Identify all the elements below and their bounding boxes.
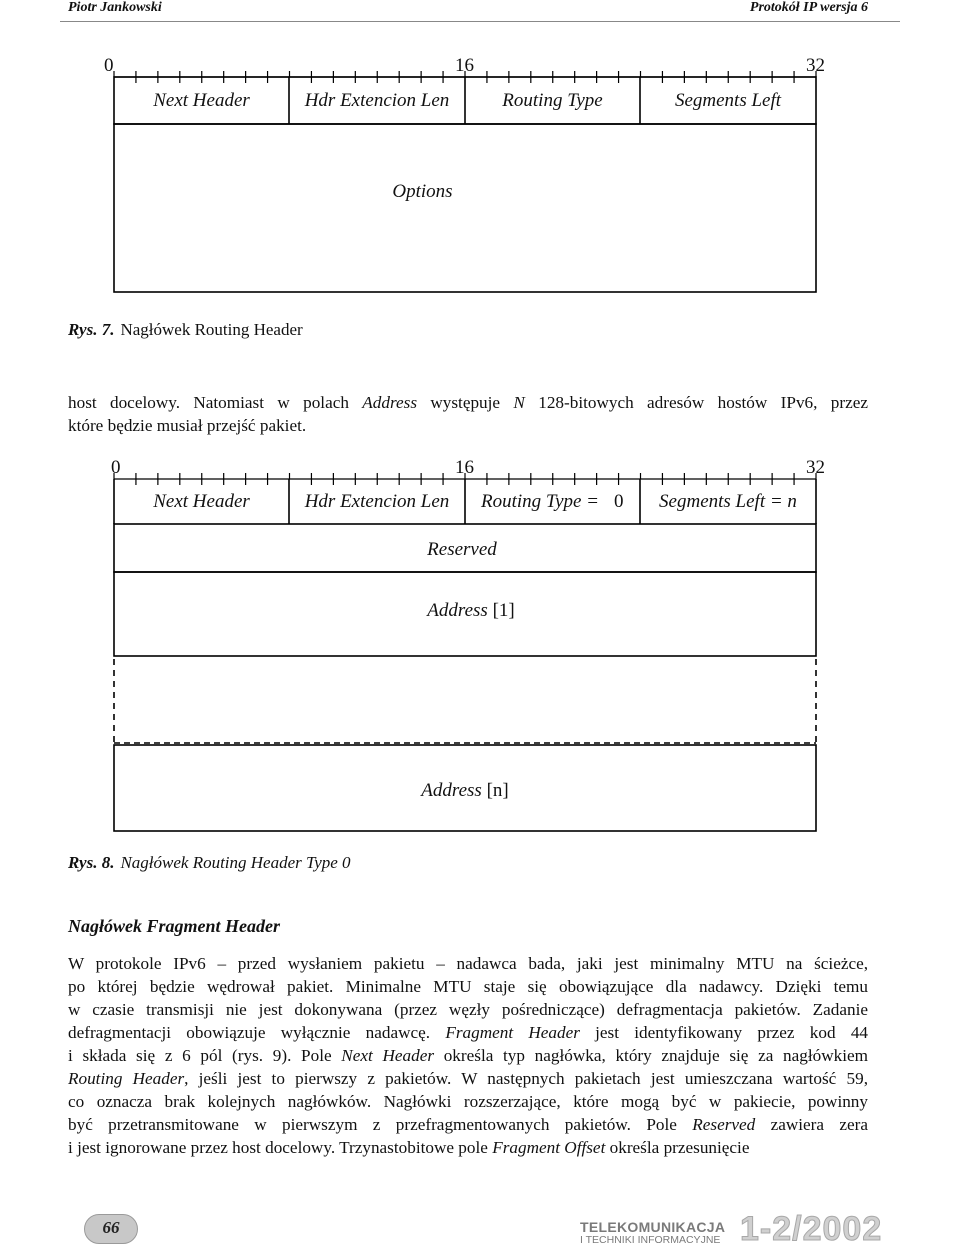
fig8-field-routing-type: Routing Type =: [481, 491, 600, 512]
section-line: [68, 998, 868, 1021]
figure-7: [0, 0, 960, 330]
fig8-caption-text: Nagłówek Routing Header Type 0: [120, 853, 351, 872]
fig8-address-1-label: Address: [427, 600, 488, 621]
running-header-author: Piotr Jankowski: [68, 0, 162, 15]
fig7-caption-number: Rys. 7.: [68, 320, 115, 339]
section-text: co oznacza brak kolejnych nagłówków. Nagłówki rozszerzające, które mogą być w pakiecie, powinny: [68, 1092, 868, 1111]
section-italic-term: Routing Header: [68, 1069, 185, 1088]
fig7-scale-0: 0: [104, 55, 114, 76]
paragraph-1-line-2: które będzie musiał przejść pakiet.: [68, 416, 307, 435]
fig8-scale-0: 0: [111, 457, 121, 478]
section-text: jest identyfikowany przez kod 44: [579, 1023, 869, 1042]
figure-7-diagram: [0, 0, 960, 330]
fig7-field-routing-type: Routing Type: [502, 90, 603, 111]
section-body: [68, 952, 868, 1159]
fig8-address-n-index: [n]: [486, 780, 509, 801]
fig7-scale-32: 32: [806, 55, 825, 76]
running-header-title: Protokół IP wersja 6: [749, 0, 868, 15]
fig7-field-next-header: Next Header: [153, 90, 250, 111]
fig8-scale-32: 32: [806, 457, 825, 478]
paragraph-1: [68, 391, 868, 437]
fig7-caption-text: Nagłówek Routing Header: [120, 320, 303, 339]
fig8-caption-number: Rys. 8.: [68, 853, 115, 872]
p1-term-n: N: [513, 393, 525, 412]
journal-name-line-2: I TECHNIKI INFORMACYJNE: [580, 1234, 721, 1246]
paragraph-1-line-1: [68, 391, 868, 414]
p1-term-address: Address: [362, 393, 418, 412]
section-text: defragmentacji obowiązuje wyłącznie nadawcę.: [68, 1023, 431, 1042]
section-text: określa przesunięcie: [605, 1138, 750, 1157]
section-line: [68, 952, 868, 975]
section-text: w czasie transmisji nie jest dokonywana (przez węzły pośredniczące) defragmentacja pakietów. Zadanie: [68, 1000, 868, 1019]
section-line: [68, 1090, 868, 1113]
section-text: , jeśli jest to pierwszy z pakietów. W następnych pakietach jest umieszczana wartość 59,: [184, 1069, 868, 1088]
section-title: Nagłówek Fragment Header: [68, 916, 280, 936]
fig8-field-hdr-ext-len: Hdr Extencion Len: [304, 491, 450, 512]
page-number: 66: [102, 1218, 120, 1237]
section-italic-term: Next Header: [341, 1046, 435, 1065]
fig8-field-next-header: Next Header: [153, 491, 250, 512]
section-line: [68, 1136, 868, 1159]
issue-number: 1-2/2002: [740, 1210, 883, 1248]
fig8-address-1: [114, 600, 828, 622]
figure-8: [0, 440, 960, 840]
section-line: [68, 1044, 868, 1067]
fig8-field-segments-left: Segments Left = n: [659, 491, 797, 512]
fig8-field-routing-type-value: 0: [614, 491, 624, 512]
journal-name-line-1: TELEKOMUNIKACJA: [580, 1219, 726, 1235]
section-text: W protokole IPv6 – przed wysłaniem pakietu – nadawca bada, jaki jest minimalny MTU na ścieżce,: [68, 954, 868, 973]
section-text: po której będzie wędrował pakiet. Minimalne MTU staje się obowiązujące dla nadawcy. Dzięki temu: [68, 977, 868, 996]
figure-8-caption: [68, 853, 351, 873]
section-text: i składa się z 6 pól (rys. 9). Pole: [68, 1046, 342, 1065]
section-italic-term: Fragment Offset: [492, 1138, 606, 1157]
figure-7-caption: [68, 320, 303, 340]
section-text: i jest ignorowane przez host docelowy. Trzynastobitowe pole: [68, 1138, 493, 1157]
section-line: [68, 1021, 868, 1044]
section-italic-term: Fragment Header: [445, 1023, 580, 1042]
section-text: zawiera zera: [755, 1115, 868, 1134]
section-line: [68, 1113, 868, 1136]
p1-text-b: występuje: [417, 393, 514, 412]
fig8-address-1-index: [1]: [492, 600, 515, 621]
fig8-address-n-label: Address: [421, 780, 482, 801]
fig8-address-n: [114, 780, 816, 802]
section-text: być przetransmitowane w pierwszym z przefragmentowanych pakietów. Pole: [68, 1115, 693, 1134]
p1-text-a: host docelowy. Natomiast w polach: [68, 393, 363, 412]
section-line: [68, 975, 868, 998]
p1-text-c: 128-bitowych adresów hostów IPv6, przez: [524, 393, 868, 412]
fig7-scale-16: 16: [455, 55, 474, 76]
section-text: określa typ nagłówka, który znajduje się za nagłówkiem: [434, 1046, 868, 1065]
fig8-scale-16: 16: [455, 457, 474, 478]
fig7-field-segments-left: Segments Left: [674, 90, 782, 111]
section-italic-term: Reserved: [692, 1115, 756, 1134]
fig7-options: Options: [392, 181, 453, 202]
section-line: [68, 1067, 868, 1090]
fig8-reserved: Reserved: [427, 539, 497, 560]
fig7-field-hdr-ext-len: Hdr Extencion Len: [304, 90, 450, 111]
